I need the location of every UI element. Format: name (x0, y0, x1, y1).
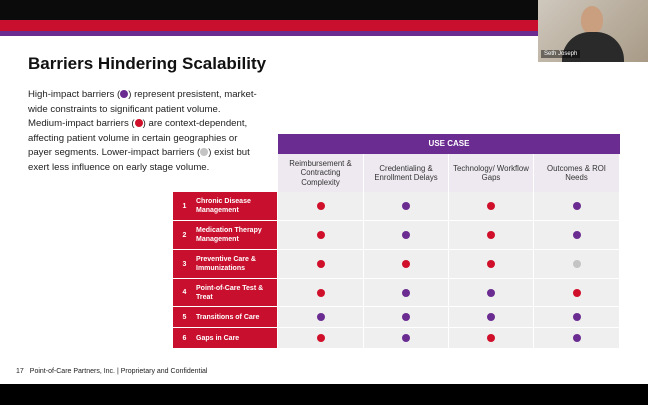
row-label-text: Medication Therapy Management (196, 227, 262, 243)
medium-impact-dot-icon (487, 260, 495, 268)
table-cell (449, 279, 534, 307)
row-number: 1 (182, 202, 187, 210)
high-impact-dot-icon (573, 334, 581, 342)
desc-part-1: High-impact barriers ( (28, 89, 121, 100)
table-cell (534, 250, 620, 279)
table-cell (534, 328, 620, 349)
medium-impact-dot-icon (317, 334, 325, 342)
row-number: 5 (182, 313, 187, 321)
row-label (173, 328, 277, 349)
video-thumbnail[interactable] (538, 0, 648, 62)
use-case-header: USE CASE (278, 134, 620, 154)
row-label-text: Preventive Care & Immunizations (196, 256, 256, 272)
high-impact-dot-icon (317, 313, 325, 321)
table-cell (534, 221, 620, 250)
medium-impact-dot-icon (317, 202, 325, 210)
table-cell (364, 307, 449, 328)
row-label (173, 279, 277, 307)
high-impact-dot-icon (402, 289, 410, 297)
medium-impact-dot-icon (487, 202, 495, 210)
high-impact-dot-icon (402, 313, 410, 321)
table-cell (364, 279, 449, 307)
row-label (173, 250, 277, 279)
table-cell (534, 192, 620, 221)
row-label-text: Chronic Disease Management (196, 198, 251, 214)
table-cell (278, 221, 364, 250)
participant-name: Seth Joseph (541, 50, 580, 58)
table-cell (449, 307, 534, 328)
high-impact-dot-icon (573, 313, 581, 321)
medium-impact-dot-icon (317, 231, 325, 239)
row-number: 2 (182, 231, 187, 239)
description-text (28, 88, 260, 176)
column-header: Reimbursement & Contracting Complexity (278, 154, 364, 192)
medium-impact-dot-icon (487, 231, 495, 239)
table-cell (364, 328, 449, 349)
table-cell (449, 221, 534, 250)
table-cell (364, 250, 449, 279)
medium-impact-dot-icon (573, 289, 581, 297)
high-impact-dot-icon (402, 202, 410, 210)
table-cell (278, 328, 364, 349)
row-label-text: Transitions of Care (196, 313, 260, 321)
person-head (581, 6, 603, 34)
table-cell (278, 279, 364, 307)
low-impact-dot-icon (573, 260, 581, 268)
high-impact-dot-icon (402, 334, 410, 342)
high-impact-dot-icon (573, 202, 581, 210)
table-cell (364, 192, 449, 221)
medium-impact-dot-icon (402, 260, 410, 268)
row-label-text: Gaps in Care (196, 334, 240, 342)
medium-impact-dot-icon (317, 289, 325, 297)
row-label (173, 192, 277, 221)
medium-impact-dot-icon (135, 119, 143, 127)
desc-part-2: ) represent presistent, market-wide constraints to significant patient volume. Medium-impact barriers ( (28, 89, 257, 130)
page-number: 17 (16, 368, 24, 375)
column-header: Outcomes & ROI Needs (534, 154, 620, 192)
table-cell (278, 192, 364, 221)
table-cell (278, 307, 364, 328)
medium-impact-dot-icon (317, 260, 325, 268)
row-label (173, 307, 277, 328)
column-header: Technology/ Workflow Gaps (449, 154, 534, 192)
high-impact-dot-icon (573, 231, 581, 239)
high-impact-dot-icon (487, 313, 495, 321)
table-cell (534, 279, 620, 307)
table-cell (449, 192, 534, 221)
footer-text: Point-of-Care Partners, Inc. | Proprietary and Confidential (29, 368, 208, 375)
high-impact-dot-icon (402, 231, 410, 239)
desc-part-4: ) exist but exert less influence on early stage volume. (28, 147, 250, 173)
medium-impact-dot-icon (487, 334, 495, 342)
table-cell (364, 221, 449, 250)
row-number: 6 (182, 334, 187, 342)
table-cell (449, 250, 534, 279)
slide-title: Barriers Hindering Scalability (28, 54, 267, 73)
desc-part-3: ) are context-dependent, affecting patient volume in certain geographies or payer segments. Lower-impact barriers ( (28, 118, 248, 159)
row-number: 3 (182, 260, 187, 268)
column-header: Credentialing & Enrollment Delays (364, 154, 449, 192)
footer (16, 368, 207, 375)
row-label-text: Point-of-Care Test & Treat (196, 284, 264, 301)
row-number: 4 (182, 289, 187, 296)
table-cell (449, 328, 534, 349)
table-cell (278, 250, 364, 279)
high-impact-dot-icon (487, 289, 495, 297)
row-label (173, 221, 277, 250)
table-cell (534, 307, 620, 328)
